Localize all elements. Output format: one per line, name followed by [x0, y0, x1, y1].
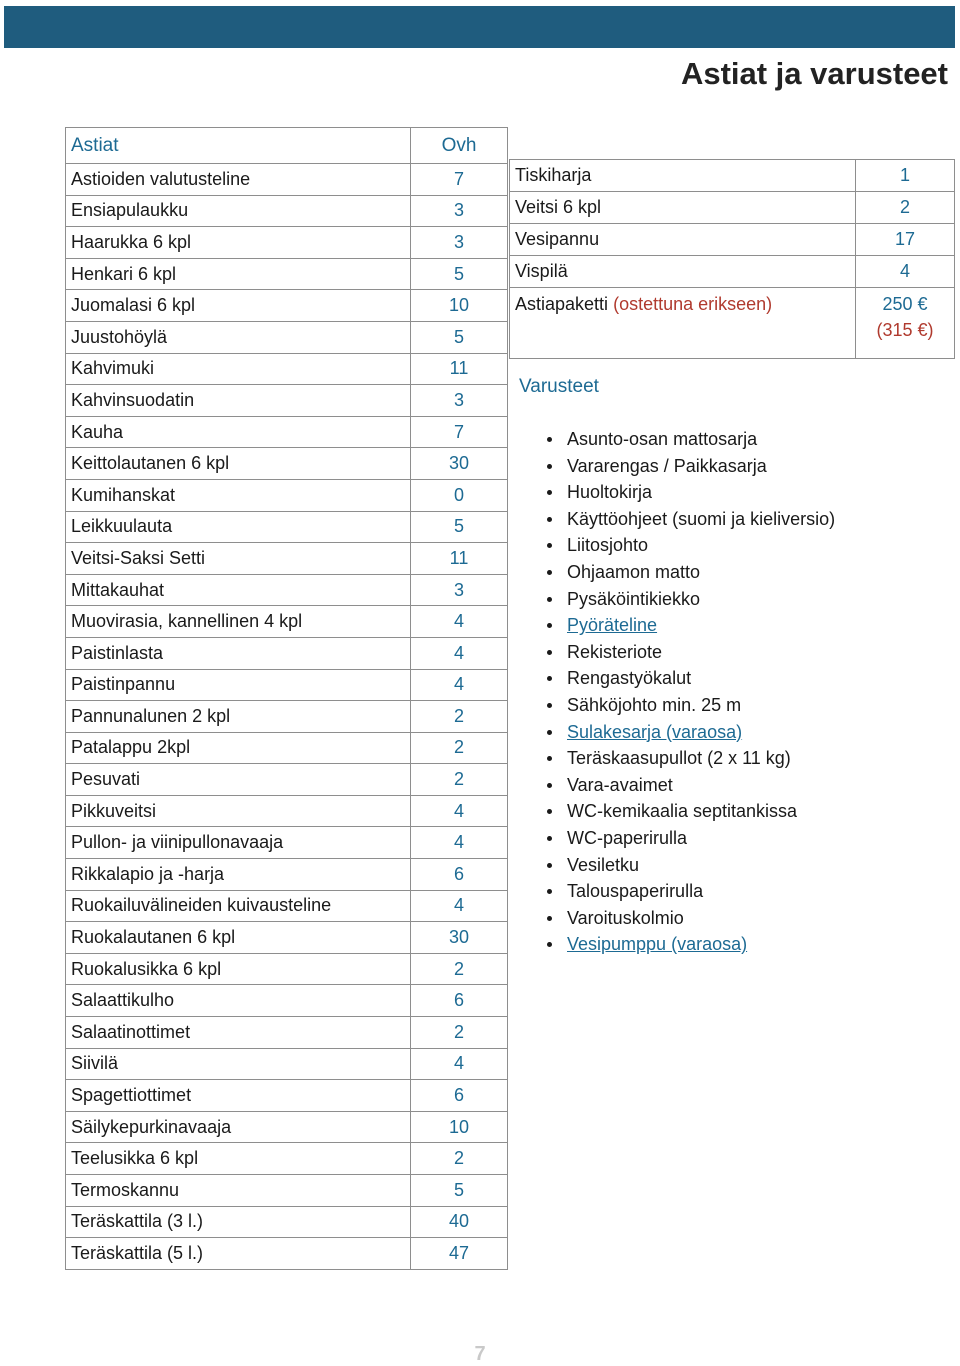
dish-item-quantity: 40 [411, 1206, 508, 1238]
dish-package-note: (ostettuna erikseen) [613, 294, 773, 314]
dish-item-row [66, 385, 508, 417]
dish-item-row [66, 701, 508, 733]
dish-item-row [66, 1017, 508, 1049]
dish-item-row [66, 732, 508, 764]
dish-item-name: Spagettiottimet [66, 1080, 411, 1112]
dish-item-row [66, 1206, 508, 1238]
equipment-item-label: Huoltokirja [567, 482, 653, 503]
equipment-item [547, 719, 835, 746]
equipment-item [547, 506, 835, 533]
dish-item-name: Siivilä [66, 1048, 411, 1080]
dishes-table-continued [509, 159, 955, 359]
equipment-item-label: Liitosjohto [567, 535, 649, 556]
dish-item-row [510, 160, 955, 192]
dish-item-quantity: 2 [411, 953, 508, 985]
dish-item-name: Pikkuveitsi [66, 795, 411, 827]
dish-item-name: Säilykepurkinavaaja [66, 1111, 411, 1143]
equipment-item-label: Sähköjohto min. 25 m [567, 694, 742, 715]
dish-item-name: Ensiapulaukku [66, 195, 411, 227]
equipment-item-label: Talouspaperirulla [567, 881, 704, 902]
dish-item-row [66, 195, 508, 227]
dish-item-row [66, 479, 508, 511]
dish-item-row [66, 258, 508, 290]
dish-item-name: Vesipannu [510, 224, 856, 256]
dish-item-name: Teelusikka 6 kpl [66, 1143, 411, 1175]
equipment-item [547, 586, 835, 613]
dish-item-name: Paistinlasta [66, 637, 411, 669]
dish-item-name: Muovirasia, kannellinen 4 kpl [66, 606, 411, 638]
dish-item-quantity: 2 [411, 1017, 508, 1049]
dish-item-row [66, 1111, 508, 1143]
dish-item-name: Kahvimuki [66, 353, 411, 385]
equipment-item [547, 479, 835, 506]
dish-item-row [66, 227, 508, 259]
dish-item-name: Ruokailuvälineiden kuivausteline [66, 890, 411, 922]
dish-item-quantity: 2 [411, 764, 508, 796]
dish-item-name: Salaattikulho [66, 985, 411, 1017]
dish-item-name: Kahvinsuodatin [66, 385, 411, 417]
dish-item-name: Haarukka 6 kpl [66, 227, 411, 259]
equipment-item [547, 692, 835, 719]
dish-package-label: Astiapaketti [515, 294, 609, 314]
dish-item-row [66, 164, 508, 196]
dish-item-quantity: 4 [411, 637, 508, 669]
equipment-item-label: Rengastyökalut [567, 668, 692, 689]
dish-item-quantity: 11 [411, 543, 508, 575]
dish-item-row [66, 1238, 508, 1270]
dish-item-name: Pullon- ja viinipullonavaaja [66, 827, 411, 859]
equipment-item [547, 426, 835, 453]
dish-item-name: Pesuvati [66, 764, 411, 796]
dish-item-quantity: 10 [411, 1111, 508, 1143]
dish-item-quantity: 4 [856, 256, 955, 288]
dish-package-price-cell [856, 288, 955, 359]
dish-item-name: Pannunalunen 2 kpl [66, 701, 411, 733]
equipment-item-label: Vara-avaimet [567, 774, 673, 795]
equipment-item-label: WC-paperirulla [567, 827, 688, 848]
equipment-item [547, 639, 835, 666]
equipment-item-label: Teräskaasupullot (2 x 11 kg) [567, 748, 791, 769]
equipment-item-label: Vesiletku [567, 854, 640, 875]
equipment-item [547, 905, 835, 932]
dish-item-row [66, 827, 508, 859]
dish-item-name: Veitsi 6 kpl [510, 192, 856, 224]
dish-item-name: Juomalasi 6 kpl [66, 290, 411, 322]
dish-item-name: Keittolautanen 6 kpl [66, 448, 411, 480]
equipment-item [547, 852, 835, 879]
dish-item-name: Leikkuulauta [66, 511, 411, 543]
dish-item-quantity: 6 [411, 859, 508, 891]
dish-item-row [66, 290, 508, 322]
dish-item-row [510, 192, 955, 224]
dish-item-quantity: 0 [411, 479, 508, 511]
dish-item-quantity: 3 [411, 227, 508, 259]
dish-item-name: Ruokalautanen 6 kpl [66, 922, 411, 954]
dishes-table-body [66, 164, 508, 1270]
dish-item-quantity: 1 [856, 160, 955, 192]
equipment-item [547, 825, 835, 852]
dish-item-quantity: 4 [411, 606, 508, 638]
dishes-table-continued-body [510, 160, 955, 288]
dishes-table [65, 127, 508, 1270]
column-header-quantity: Ovh [411, 128, 508, 164]
dish-item-row [66, 1048, 508, 1080]
equipment-item-label: WC-kemikaalia septitankissa [567, 801, 798, 822]
dish-item-quantity: 3 [411, 195, 508, 227]
equipment-item-label: Varoituskolmio [567, 907, 684, 928]
dish-item-name: Astioiden valutusteline [66, 164, 411, 196]
dish-item-row [66, 637, 508, 669]
dish-item-quantity: 4 [411, 795, 508, 827]
equipment-item [547, 931, 835, 958]
header-bar [4, 6, 955, 48]
dish-item-row [66, 985, 508, 1017]
equipment-item [547, 878, 835, 905]
equipment-item-link[interactable]: Pyöräteline [567, 615, 658, 636]
dish-item-row [66, 953, 508, 985]
equipment-item-label: Rekisteriote [567, 641, 663, 662]
equipment-list [547, 426, 835, 958]
dish-item-row [66, 606, 508, 638]
equipment-item-label: Pysäköintikiekko [567, 588, 701, 609]
equipment-item [547, 453, 835, 480]
dish-item-name: Vispilä [510, 256, 856, 288]
dish-item-quantity: 30 [411, 448, 508, 480]
equipment-item [547, 745, 835, 772]
equipment-item [547, 559, 835, 586]
equipment-item [547, 612, 835, 639]
equipment-item-label: Ohjaamon matto [567, 561, 701, 582]
dish-item-quantity: 30 [411, 922, 508, 954]
column-header-item: Astiat [66, 128, 411, 164]
dish-item-quantity: 6 [411, 1080, 508, 1112]
equipment-item-link[interactable]: Vesipumppu (varaosa) [567, 934, 748, 955]
dish-item-quantity: 5 [411, 258, 508, 290]
dish-item-quantity: 2 [411, 1143, 508, 1175]
dish-item-quantity: 7 [411, 164, 508, 196]
dish-item-name: Paistinpannu [66, 669, 411, 701]
dish-item-name: Kauha [66, 416, 411, 448]
dish-item-name: Tiskiharja [510, 160, 856, 192]
dish-item-name: Teräskattila (3 l.) [66, 1206, 411, 1238]
equipment-item [547, 772, 835, 799]
dish-item-row [66, 574, 508, 606]
dish-item-row [66, 511, 508, 543]
dish-item-quantity: 5 [411, 1175, 508, 1207]
table-header-row [66, 128, 508, 164]
dish-item-row [66, 1143, 508, 1175]
equipment-heading: Varusteet [519, 376, 599, 397]
dish-item-quantity: 47 [411, 1238, 508, 1270]
dish-item-row [510, 256, 955, 288]
dish-item-quantity: 10 [411, 290, 508, 322]
dish-item-quantity: 7 [411, 416, 508, 448]
dish-package-price: 250 € [882, 294, 928, 314]
dish-item-row [66, 1175, 508, 1207]
dish-item-name: Termoskannu [66, 1175, 411, 1207]
dish-item-name: Henkari 6 kpl [66, 258, 411, 290]
dish-item-name: Rikkalapio ja -harja [66, 859, 411, 891]
dish-item-row [66, 543, 508, 575]
dish-item-row [66, 448, 508, 480]
dish-item-quantity: 2 [411, 701, 508, 733]
dish-item-quantity: 4 [411, 827, 508, 859]
dish-item-quantity: 4 [411, 1048, 508, 1080]
dish-item-row [66, 859, 508, 891]
dish-item-quantity: 11 [411, 353, 508, 385]
dish-item-row [66, 890, 508, 922]
dish-item-row [66, 764, 508, 796]
dish-item-quantity: 17 [856, 224, 955, 256]
dish-item-quantity: 2 [856, 192, 955, 224]
equipment-item-label: Käyttöohjeet (suomi ja kieliversio) [567, 508, 836, 529]
dish-item-row [66, 669, 508, 701]
dish-item-name: Patalappu 2kpl [66, 732, 411, 764]
dish-item-quantity: 2 [411, 732, 508, 764]
dish-package-row [510, 288, 955, 359]
dish-item-name: Juustohöylä [66, 321, 411, 353]
dish-item-name: Mittakauhat [66, 574, 411, 606]
page-title: Astiat ja varusteet [680, 56, 948, 91]
dish-item-row [66, 1080, 508, 1112]
dish-package-price-alt: (315 €) [876, 320, 934, 340]
dish-item-name: Kumihanskat [66, 479, 411, 511]
dish-item-row [66, 353, 508, 385]
dish-item-quantity: 4 [411, 669, 508, 701]
dish-item-row [66, 795, 508, 827]
dish-item-name: Veitsi-Saksi Setti [66, 543, 411, 575]
dish-item-row [66, 321, 508, 353]
dish-item-quantity: 4 [411, 890, 508, 922]
equipment-item [547, 665, 835, 692]
dish-package-cell [510, 288, 856, 359]
dish-item-row [510, 224, 955, 256]
dish-item-name: Teräskattila (5 l.) [66, 1238, 411, 1270]
equipment-item-label: Asunto-osan mattosarja [567, 429, 758, 449]
dish-item-quantity: 3 [411, 574, 508, 606]
equipment-item-label: Vararengas / Paikkasarja [567, 455, 767, 476]
dish-item-quantity: 3 [411, 385, 508, 417]
dish-item-name: Ruokalusikka 6 kpl [66, 953, 411, 985]
dish-item-quantity: 5 [411, 321, 508, 353]
equipment-item-link[interactable]: Sulakesarja (varaosa) [567, 721, 743, 742]
dish-item-quantity: 6 [411, 985, 508, 1017]
dish-item-name: Salaatinottimet [66, 1017, 411, 1049]
dish-item-quantity: 5 [411, 511, 508, 543]
equipment-item [547, 798, 835, 825]
dish-item-row [66, 416, 508, 448]
equipment-item [547, 532, 835, 559]
dish-item-row [66, 922, 508, 954]
page-number: 7 [474, 1343, 486, 1365]
